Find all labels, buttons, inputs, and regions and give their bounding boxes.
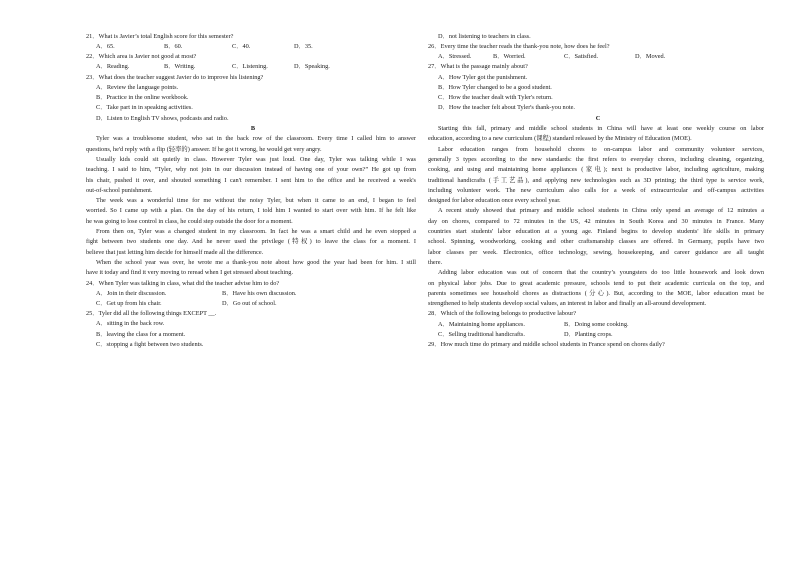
- q25-option-d[interactable]: D．not listening to teachers in class.: [438, 33, 531, 40]
- q27-option-c[interactable]: C．How the teacher dealt with Tyler's return.: [438, 94, 553, 102]
- passage-c-line: education, according to a new curriculum (课程) standard released by the Ministry of Education (MOE).: [428, 135, 692, 143]
- passage-c-line: school. Spinning, woodworking, cooking and other craftsmanship classes are offered. In Germany, pupils have two: [428, 238, 764, 246]
- q21-stem: 21．What is Javier’s total English score for this semester?: [86, 33, 234, 40]
- q23-option-d[interactable]: D．Listen to English TV shows, podcasts and radio.: [96, 114, 229, 122]
- q21-option-d[interactable]: D．35.: [294, 43, 313, 51]
- passage-c-line: labor classes per week. Electronics, office technology, sewing, housekeeping, and career guidance are all taught: [428, 248, 764, 256]
- passage-c-line: traditional handicrafts (手工艺品), and applying new technologies such as 3D printing; the third type is service work,: [428, 176, 764, 184]
- passage-c-line: there.: [428, 258, 443, 266]
- q21-option-c[interactable]: C．40.: [232, 43, 251, 51]
- passage-c-line: including volunteer work. The new curriculum also calls for a week of extracurricular and off-campus activities: [428, 186, 764, 194]
- q22-option-b[interactable]: B．Writing.: [164, 63, 196, 71]
- q25-option-b[interactable]: B．leaving the class for a moment.: [96, 330, 186, 338]
- q25-option-a[interactable]: A．sitting in the back row.: [96, 320, 165, 328]
- q27-option-d[interactable]: D．How the teacher felt about Tyler's thank-you note.: [438, 104, 575, 112]
- passage-b-line: have it today and find it very moving to reread when I get stressed about teaching.: [86, 269, 294, 277]
- passage-c-line: Labor education ranges from household chores to on-campus labor and community volunteer services,: [438, 145, 764, 153]
- passage-c-line: designed for labor education once every school year.: [428, 197, 561, 205]
- passage-c-line: A recent study showed that primary and middle school students in China only spend an average of 12 minutes a: [438, 207, 764, 215]
- q21-option-b[interactable]: B．60.: [164, 43, 183, 51]
- q21-option-a[interactable]: A．65.: [96, 43, 115, 51]
- q23-option-c[interactable]: C．Take part in in speaking activities.: [96, 104, 193, 112]
- passage-b-line: From then on, Tyler was a changed student in my classroom. In fact he was a smart child and he even stopped a: [96, 228, 416, 236]
- section-c-heading: C: [595, 114, 601, 122]
- q27-option-b[interactable]: B．How Tyler changed to be a good student.: [438, 83, 552, 91]
- q28-stem: 28．Which of the following belongs to productive labour?: [428, 310, 577, 318]
- q22-option-a[interactable]: A．Reading.: [96, 63, 130, 71]
- passage-c-line: cooking, and using and maintaining home appliances (家电); next is productive labor, including agriculture, making: [428, 166, 764, 174]
- q28-option-c[interactable]: C．Selling traditional handicrafts.: [438, 330, 525, 338]
- q22-option-c[interactable]: C．Listening.: [232, 63, 268, 71]
- q25-option-c[interactable]: C．stopping a fight between two students.: [96, 340, 204, 348]
- q24-option-a[interactable]: A．Join in their discussion.: [96, 289, 167, 297]
- q23-option-b[interactable]: B．Practice in the online workbook.: [96, 94, 189, 102]
- q23-stem: 23．What does the teacher suggest Javier do to improve his listening?: [86, 73, 264, 81]
- passage-b-line: questions, he'd reply with a flip (轻率的) answer. If he got it wrong, he would get very angry.: [86, 145, 322, 153]
- q27-option-a[interactable]: A．How Tyler got the punishment.: [438, 73, 528, 81]
- passage-b-line: worried. So I came up with a plan. On the day of his return, I told him I wanted to start over with him. If he felt like: [86, 207, 416, 215]
- q24-stem: 24．When Tyler was talking in class, what did the teacher advise him to do?: [86, 279, 280, 287]
- q28-option-d[interactable]: D．Planting crops.: [564, 330, 613, 338]
- passage-b-line: fight between two students one day. And he never used the privilege (特权) to leave the class for a moment. I: [86, 238, 416, 246]
- passage-c-line: countries start students' labor education at a young age. Finland begins to develop students' life skills in primary: [428, 228, 764, 236]
- passage-b-line: The week was a wonderful time for me without the noisy Tyler, but when it came to an end, I began to feel: [96, 197, 416, 205]
- passage-c-line: parents sometimes see household chores as distractions (分心). But, according to the MOE, labor education must be: [428, 289, 764, 297]
- q29-stem: 29．How much time do primary and middle school students in France spend on chores daily?: [428, 341, 665, 349]
- passage-b-line: believe that just letting him decide for himself made all the difference.: [86, 248, 264, 256]
- q25-stem: 25．Tyler did all the following things EXCEPT __.: [86, 310, 217, 318]
- q26-option-b[interactable]: B．Worried.: [493, 53, 526, 61]
- q28-option-b[interactable]: B．Doing some cooking.: [564, 320, 629, 328]
- q28-option-a[interactable]: A．Maintaining home appliances.: [438, 320, 525, 328]
- q26-option-c[interactable]: C．Satisfied.: [564, 53, 599, 61]
- q24-option-d[interactable]: D．Go out of school.: [222, 299, 277, 307]
- q26-stem: 26．Every time the teacher reads the thank-you note, how does he feel?: [428, 43, 610, 51]
- passage-b-line: his chair, pushed it over, and shouted something I can't remember. I sent him to the office and he received a week's: [86, 176, 416, 184]
- passage-b-line: When the school year was over, he wrote me a thank-you note about how good the year had been for him. I still: [96, 258, 416, 266]
- passage-b-line: he was going to lose control in class, he could step outside the door for a moment.: [86, 217, 293, 225]
- passage-c-line: generally 3 types according to the new standards: the first refers to everyday chores, including cleaning, organizing,: [428, 155, 764, 163]
- section-b-heading: B: [250, 125, 256, 133]
- right-column: [428, 34, 764, 352]
- passage-b-line: teaching. I said to him, “Tyler, why not join in our discussion instead of having one of your own?” He got up from: [86, 166, 416, 174]
- q26-option-d[interactable]: D．Moved.: [635, 53, 666, 61]
- passage-b-line: Tyler was a troublesome student, who sat in the back row of the classroom. Every time I called him to answer: [96, 135, 416, 143]
- passage-c-line: strengthened to help students develop social values, an interest in labor and finally an all-around development.: [428, 300, 707, 308]
- passage-c-line: on physical labor jobs. Due to great academic pressure, schools tend to put their academic curricula on the top, and: [428, 279, 764, 287]
- q27-stem: 27．What is the passage mainly about?: [428, 63, 528, 71]
- q24-option-b[interactable]: B．Have his own discussion.: [222, 289, 297, 297]
- q23-option-a[interactable]: A．Review the language points.: [96, 83, 179, 91]
- left-column: [86, 34, 416, 352]
- q22-stem: 22．Which area is Javier not good at most?: [86, 53, 197, 61]
- passage-b-line: out-of-school punishment.: [86, 186, 153, 194]
- passage-c-line: Adding labor education was out of concern that the country’s youngsters do too little housework and look down: [438, 269, 764, 277]
- passage-b-line: Usually kids could sit quietly in class. However Tyler was just loud. One day, Tyler was talking while I was: [96, 155, 416, 163]
- q22-option-d[interactable]: D．Speaking.: [294, 63, 330, 71]
- passage-c-line: Starting this fall, primary and middle school students in China will have at least one weekly course on labor: [438, 125, 764, 133]
- q26-option-a[interactable]: A．Stressed.: [438, 53, 472, 61]
- q24-option-c[interactable]: C．Get up from his chair.: [96, 299, 162, 307]
- passage-c-line: day on chores, compared to 72 minutes in the US, 42 minutes in South Korea and 30 minutes in France. Many: [428, 217, 764, 225]
